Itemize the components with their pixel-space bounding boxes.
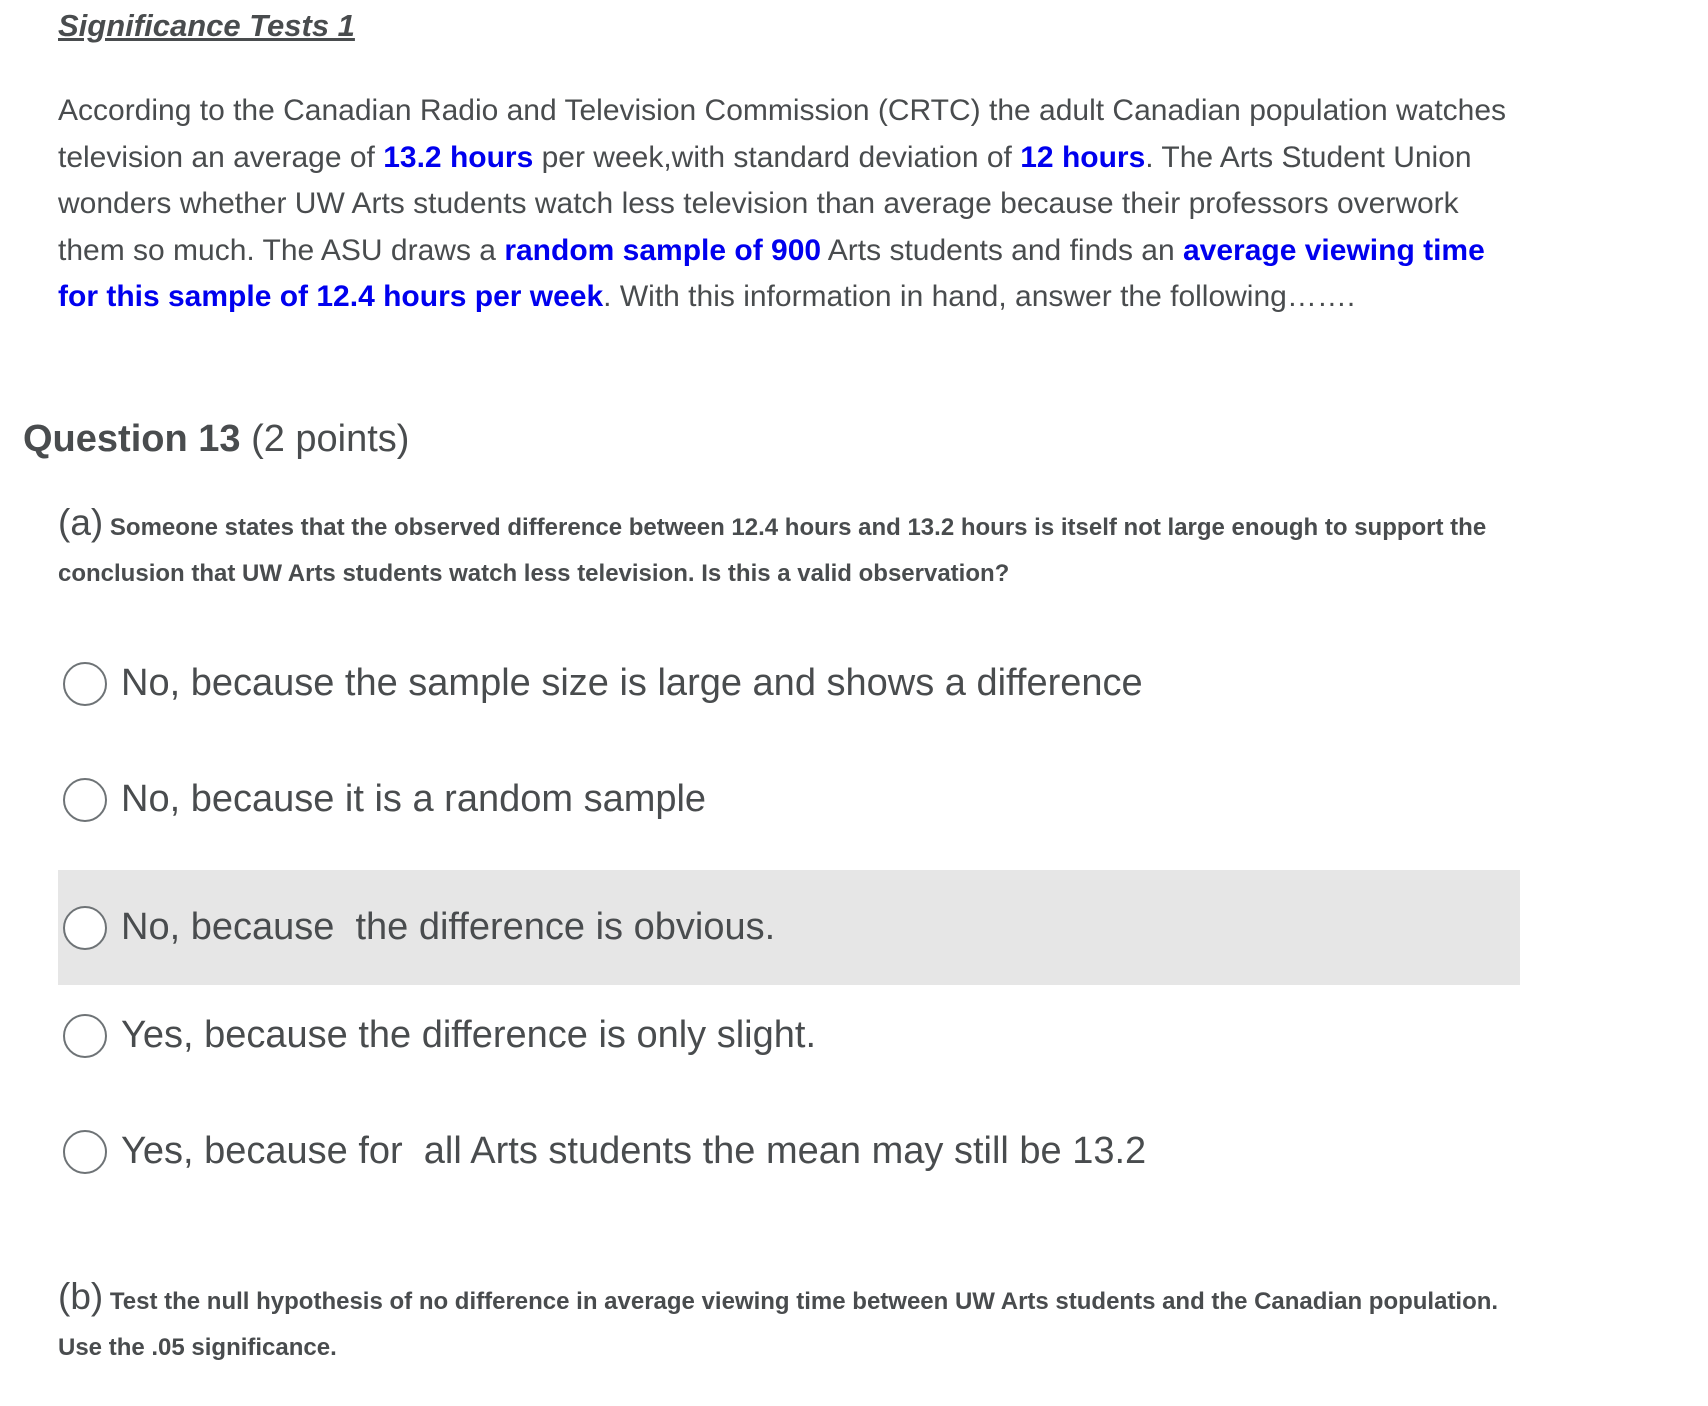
answer-option-label: No, because the sample size is large and shows a difference	[121, 662, 1143, 704]
part-b-letter: (b)	[58, 1276, 104, 1317]
intro-text-5: . With this information in hand, answer the following…….	[603, 280, 1356, 313]
answer-option-4[interactable]	[58, 978, 1520, 1093]
radio-button[interactable]	[63, 778, 107, 822]
section-title: Significance Tests 1	[58, 8, 355, 43]
part-a-text: Someone states that the observed difference between 12.4 hours and 13.2 hours is itself not large enough to support the conclusion that UW Arts students watch less television. Is this a valid observation?	[58, 514, 1487, 587]
intro-text-3: . The Arts Student Union wonders whether UW Arts students watch less television than average because their professors overwork them so much. The ASU draws a	[58, 140, 1472, 267]
intro-highlight-mean: 13.2 hours	[383, 140, 534, 174]
part-a-letter: (a)	[58, 502, 104, 543]
question-title: Question 13	[23, 418, 241, 460]
answer-option-label: Yes, because for all Arts students the mean may still be 13.2	[121, 1130, 1147, 1172]
part-a-prompt	[58, 500, 1528, 597]
answer-option-5[interactable]	[58, 1094, 1520, 1209]
answer-option-1[interactable]	[58, 626, 1520, 741]
intro-text-1: According to the Canadian Radio and Television Commission (CRTC) the adult Canadian population watches television an average of	[58, 94, 1507, 174]
intro-highlight-sample-mean: average viewing time for this sample of 12.4 hours per week	[58, 233, 1485, 313]
question-points: (2 points)	[251, 418, 410, 460]
intro-highlight-sample: random sample of 900	[504, 233, 822, 267]
radio-button[interactable]	[63, 906, 107, 950]
intro-text-4: Arts students and finds an	[821, 233, 1183, 267]
intro-highlight-sd: 12 hours	[1020, 140, 1146, 174]
radio-button[interactable]	[63, 662, 107, 706]
part-b-prompt	[58, 1274, 1528, 1371]
answer-option-2[interactable]	[58, 742, 1520, 857]
radio-button[interactable]	[63, 1014, 107, 1058]
question-header	[23, 418, 409, 461]
answer-option-label: No, because the difference is obvious.	[121, 906, 776, 948]
answer-option-3[interactable]	[58, 870, 1520, 985]
answer-option-label: Yes, because the difference is only slight.	[121, 1014, 817, 1056]
intro-paragraph	[58, 88, 1528, 321]
radio-button[interactable]	[63, 1130, 107, 1174]
part-b-text: Test the null hypothesis of no difference in average viewing time between UW Arts students and the Canadian population. Use the .05 significance.	[58, 1288, 1499, 1361]
answer-option-label: No, because it is a random sample	[121, 778, 707, 820]
intro-text-2: per week,with standard deviation of	[533, 140, 1021, 174]
